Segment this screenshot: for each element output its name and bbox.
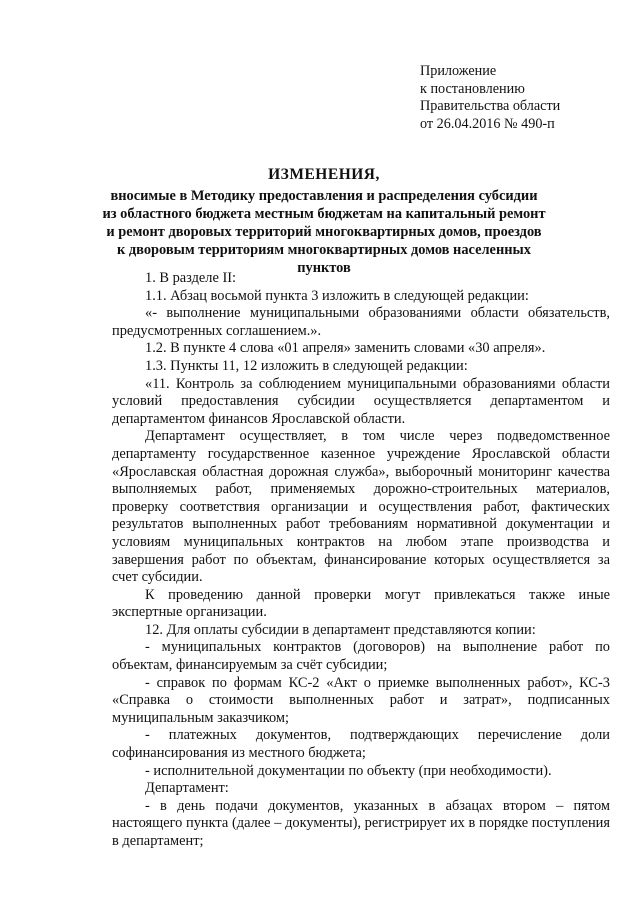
title-line: и ремонт дворовых территорий многоквартирных домов, проездов [106,223,542,240]
paragraph: «- выполнение муниципальными образованиями области обязательств, предусмотренных соглашением.». [112,305,610,339]
paragraph: - в день подачи документов, указанных в абзацах втором – пятом настоящего пункта (далее – документы), регистрирует их в порядке поступления в департамент; [112,797,610,849]
paragraph: Департамент осуществляет, в том числе через подведомственное департаменту государственное казенное учреждение Ярославской области «Ярославская областная дорожная служба», выборочный мониторинг качества выполняемых работ, применяемых дорожно-строительных материалов, проверку соответствия организации и осуществления работ, фактических результатов выполненных работ требованиям нормативной документации и условиям муниципальных контрактов на любом этапе производства и завершения работ по объектам, финансирование которых осуществляется за счет субсидии. [112,428,610,586]
paragraph: 1. В разделе II: [145,270,237,286]
paragraph: - справок по формам КС-2 «Акт о приемке выполненных работ», КС-3 «Справка о стоимости выполненных работ и затрат», подписанных муниципальным заказчиком; [112,674,610,726]
title-line: из областного бюджета местным бюджетам на капитальный ремонт [102,205,546,222]
title-heading: ИЗМЕНЕНИЯ, [268,166,380,183]
annex-block [420,63,560,133]
annex-line: от 26.04.2016 № 490-п [420,115,555,132]
paragraph: - платежных документов, подтверждающих перечисление доли софинансирования из местного бюджета; [112,727,610,762]
paragraph: «11. Контроль за соблюдением муниципальными образованиями области условий предоставления субсидии осуществляется департаментом и департаментом финансов Ярославской области. [112,375,610,427]
paragraph: 1.3. Пункты 11, 12 изложить в следующей редакции: [145,357,468,374]
document-title [100,166,548,277]
paragraph: 12. Для оплаты субсидии в департамент представляются копии: [145,621,536,638]
paragraph: К проведению данной проверки могут привлекаться также иные экспертные организации. [112,586,610,621]
paragraph: Департамент: [145,780,229,797]
annex-line: Приложение [420,63,497,79]
title-line: вносимые в Методику предоставления и распределения субсидии [110,187,538,204]
document-body [112,270,610,851]
paragraph: 1.2. В пункте 4 слова «01 апреля» заменить словами «30 апреля». [145,340,546,357]
paragraph: - исполнительной документации по объекту (при необходимости). [145,762,552,779]
annex-line: Правительства области [420,98,561,115]
title-line: к дворовым территориям многоквартирных домов населенных пунктов [117,241,531,276]
paragraph: - муниципальных контрактов (договоров) на выполнение работ по объектам, финансируемым за счёт субсидии; [112,639,610,674]
paragraph: 1.1. Абзац восьмой пункта 3 изложить в следующей редакции: [145,287,529,304]
annex-line: к постановлению [420,80,525,97]
